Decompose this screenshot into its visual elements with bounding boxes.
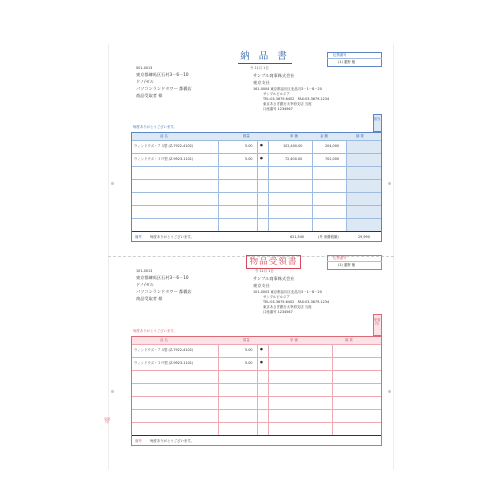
delivery-slip-title: 納 品 書: [240, 51, 290, 62]
side-stub-label: 受領印: [104, 417, 111, 425]
receipt-footer-note: 毎度ありがとうございます。: [150, 438, 194, 443]
row-unit-price: 72,400.00: [285, 157, 303, 161]
receipt-col-quantity: 数量: [243, 337, 250, 342]
sender-account: 口座番号 1234567: [263, 107, 293, 111]
footer-tax-label: (外 消費税額): [318, 235, 339, 239]
table-row: ウィンドウズ・７ 1型 (Z-7922-4102): [134, 348, 194, 352]
row-quantity: 5.00: [245, 361, 253, 365]
sender-address: 161-0004 東京都品川区北品川3－1－8－20: [253, 87, 322, 91]
table-row: ウィンドウズ・１０型 (Z-9923-1101): [134, 361, 194, 365]
receipt-sender-dept: 東京支社: [253, 283, 270, 288]
row-quantity: 5.00: [245, 157, 253, 161]
col-remarks: 摘 要: [356, 133, 364, 138]
receipt-col-item-name: 品 名: [160, 337, 168, 342]
feed-hole: [388, 390, 391, 393]
receipt-recipient-postal: 101-0013: [136, 269, 153, 273]
table-lead: 毎度ありがとうございます。: [133, 125, 177, 129]
recipient-attn: 商品受取者 様: [136, 93, 163, 98]
feed-hole: [111, 390, 114, 393]
row-mark: ●: [260, 347, 263, 351]
recipient-address2: ドノ/ゼル: [136, 79, 154, 84]
row-amount: 702,000: [325, 157, 340, 161]
table-row: ウィンドウズ・７ 1型 (Z-7922-4102): [134, 144, 194, 148]
footer-label: 備考: [135, 235, 142, 239]
sender-dept: 東京支社: [253, 80, 270, 85]
receipt-sender-company: サンプル商事株式会社: [253, 276, 295, 281]
sender-building: サンプルビルジア: [263, 92, 290, 96]
receipt-recipient-building: パソコンランドタワー 都橋店: [136, 289, 192, 294]
receipt-footer-label: 備考: [135, 438, 142, 443]
receipt-table-lead: 毎度ありがとうございます。: [133, 329, 177, 333]
col-amount: 金 額: [320, 133, 328, 138]
receipt-col-unit-price: 単 価: [290, 337, 298, 342]
receipt-sender-building: サンプルビルジア: [263, 295, 290, 299]
table-row: ウィンドウズ・１０型 (Z-9923-1101): [134, 157, 194, 161]
feed-hole: [111, 182, 114, 185]
row-unit-price: 102,400.00: [283, 144, 303, 148]
receipt-items-header: [132, 337, 381, 344]
sender-company: サンプル商事株式会社: [253, 73, 295, 78]
row-quantity: 5.00: [245, 348, 253, 352]
items-header: [132, 133, 381, 140]
footer-total: 29,990: [358, 235, 370, 239]
receipt-sender-address: 101-0003 東京都品川区北品川3－1－8－20: [253, 290, 322, 294]
col-quantity: 数量: [243, 133, 250, 138]
sender-bank: 東京あさぎ銀行太宰府支店 当座: [263, 102, 312, 106]
recipient-postal: 001-0013: [136, 66, 153, 70]
receipt-recipient-attn: 商品受取者 様: [136, 296, 163, 301]
col-item-name: 品 名: [160, 133, 168, 138]
row-mark: ●: [260, 143, 263, 147]
receipt-sender-account: 口座番号 1234567: [263, 310, 293, 314]
issue-date: 令 11月 1日: [250, 66, 269, 70]
row-amount: 204,000: [325, 144, 340, 148]
stamp-label: 担当: [373, 117, 381, 121]
recipient-address1: 東京都練馬区石村3－6－10: [136, 72, 189, 77]
title-underline: [238, 63, 292, 64]
row-mark: ●: [260, 360, 263, 364]
receipt-issue-date: 令 11月 1日: [255, 269, 274, 273]
sender-tel: TEL:03-3679-6402 FAX:03-3679-1234: [263, 97, 330, 101]
feed-hole: [388, 182, 391, 185]
footer-subtotal: 621,540: [290, 235, 305, 239]
footer-note: 毎度ありがとうございます。: [150, 235, 194, 239]
receipt-order-number-value: (1) 蓮野 様: [338, 263, 356, 267]
receipt-slip-title: 物品受領書: [246, 255, 301, 269]
receipt-recipient-address1: 東京都練馬区石村3－6－10: [136, 275, 189, 280]
row-quantity: 5.00: [245, 144, 253, 148]
receipt-sender-bank: 東京あさぎ銀行太宰府支店 当座: [263, 305, 312, 309]
receipt-stamp-label: 受領印: [373, 318, 381, 326]
order-number-value: (1) 蓮野 様: [338, 60, 356, 64]
recipient-building: パソコンランドタワー 都橋店: [136, 86, 192, 91]
col-unit-price: 単 価: [290, 133, 298, 138]
receipt-col-remarks: 摘 要: [345, 337, 353, 342]
row-mark: ●: [260, 156, 263, 160]
order-number-label: 伝票番号: [333, 53, 347, 57]
receipt-order-number-label: 伝票番号: [333, 256, 347, 260]
receipt-recipient-address2: ドノ/ゼル: [136, 282, 154, 287]
receipt-sender-tel: TEL:03-3679-6402 FAX:03-3679-1234: [263, 300, 330, 304]
